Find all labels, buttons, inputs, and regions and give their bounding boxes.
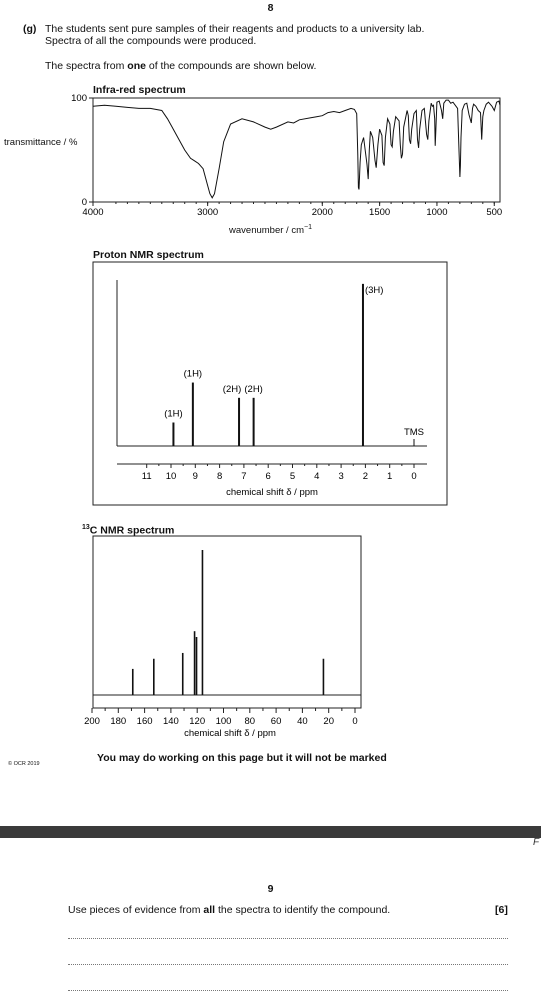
ir-xtick-label: 1500 bbox=[369, 207, 391, 218]
answer-line-2[interactable] bbox=[68, 964, 508, 965]
hnmr-xtick-label: 0 bbox=[411, 471, 417, 482]
cnmr-xtick-label: 180 bbox=[110, 716, 127, 727]
intro-line-2: Spectra of all the compounds were produced. bbox=[45, 35, 257, 47]
cnmr-xtick-label: 60 bbox=[270, 716, 282, 727]
cnmr-xtick-label: 0 bbox=[352, 716, 358, 727]
ir-ytick-label: 100 bbox=[71, 93, 87, 104]
ir-xtick-label: 3000 bbox=[197, 207, 219, 218]
hnmr-title: Proton NMR spectrum bbox=[93, 249, 204, 261]
answer-line-3[interactable] bbox=[68, 990, 508, 991]
hnmr-xtick-label: 5 bbox=[289, 471, 296, 482]
page-divider bbox=[0, 826, 541, 838]
ir-xtick-label: 500 bbox=[486, 207, 503, 218]
cnmr-xtick-label: 140 bbox=[162, 716, 179, 727]
ir-xtick-label: 2000 bbox=[311, 207, 333, 218]
hnmr-xtick-label: 7 bbox=[241, 471, 247, 482]
hnmr-xtick-label: 10 bbox=[165, 471, 177, 482]
hnmr-xtick-label: 8 bbox=[216, 471, 223, 482]
ir-xtick-label: 1000 bbox=[426, 207, 448, 218]
hnmr-peak-label: (3H) bbox=[364, 284, 384, 296]
hnmr-peak-label: TMS bbox=[403, 426, 425, 438]
footer-copyright: © OCR 2019 bbox=[8, 761, 40, 767]
hnmr-peak-label: (1H) bbox=[164, 408, 183, 420]
ir-spectrum-chart bbox=[0, 88, 541, 238]
cnmr-xtick-label: 40 bbox=[297, 716, 308, 727]
working-note: You may do working on this page but it will not be marked bbox=[97, 752, 387, 764]
answer-line-1[interactable] bbox=[68, 938, 508, 939]
carbon-nmr-chart bbox=[0, 530, 541, 745]
cnmr-title: $^{13}$C NMR spectrum bbox=[82, 524, 175, 537]
hnmr-xtick-label: 6 bbox=[265, 471, 271, 482]
hnmr-xtick-label: 9 bbox=[192, 471, 198, 482]
hnmr-peak-label: (2H) bbox=[222, 383, 242, 395]
hnmr-peak-label: (1H) bbox=[183, 368, 203, 380]
page-edge-mark: F bbox=[533, 837, 540, 848]
ir-xlabel: wavenumber / $cm^{-1}$ bbox=[229, 224, 312, 237]
hnmr-peak-label: (2H) bbox=[244, 383, 263, 395]
ir-xtick-label: 4000 bbox=[82, 207, 104, 218]
question-text: Use pieces of evidence from all the spectra to identify the compound. bbox=[68, 904, 391, 916]
hnmr-xtick-label: 11 bbox=[141, 471, 152, 482]
ir-frame bbox=[93, 98, 500, 202]
cnmr-xtick-label: 200 bbox=[84, 716, 100, 727]
hnmr-frame bbox=[93, 262, 447, 505]
ir-ylabel: transmittance / % bbox=[4, 137, 78, 148]
hnmr-xlabel: chemical shift δ / ppm bbox=[226, 487, 318, 498]
page-number-2: 9 bbox=[267, 883, 274, 895]
cnmr-xtick-label: 120 bbox=[189, 716, 206, 727]
intro-line-1: The students sent pure samples of their reagents and products to a university lab. bbox=[45, 23, 425, 35]
cnmr-xlabel: chemical shift δ / ppm bbox=[184, 728, 276, 739]
hnmr-xtick-label: 1 bbox=[387, 471, 393, 482]
ir-title: Infra-red spectrum bbox=[93, 84, 186, 96]
intro-line-3: The spectra from one of the compounds are shown below. bbox=[45, 60, 317, 72]
hnmr-xtick-label: 4 bbox=[314, 471, 320, 482]
question-label: (g) bbox=[23, 23, 37, 35]
page-number: 8 bbox=[267, 2, 274, 14]
hnmr-xtick-label: 2 bbox=[362, 471, 369, 482]
cnmr-xtick-label: 80 bbox=[244, 716, 256, 727]
proton-nmr-chart bbox=[0, 260, 541, 510]
ir-ytick-label: 0 bbox=[81, 197, 87, 208]
ir-transmittance-line bbox=[93, 100, 500, 198]
hnmr-xtick-label: 3 bbox=[338, 471, 344, 482]
marks: [6] bbox=[495, 904, 508, 916]
cnmr-xtick-label: 160 bbox=[136, 716, 153, 727]
cnmr-xtick-label: 20 bbox=[323, 716, 334, 727]
cnmr-xtick-label: 100 bbox=[215, 716, 232, 727]
